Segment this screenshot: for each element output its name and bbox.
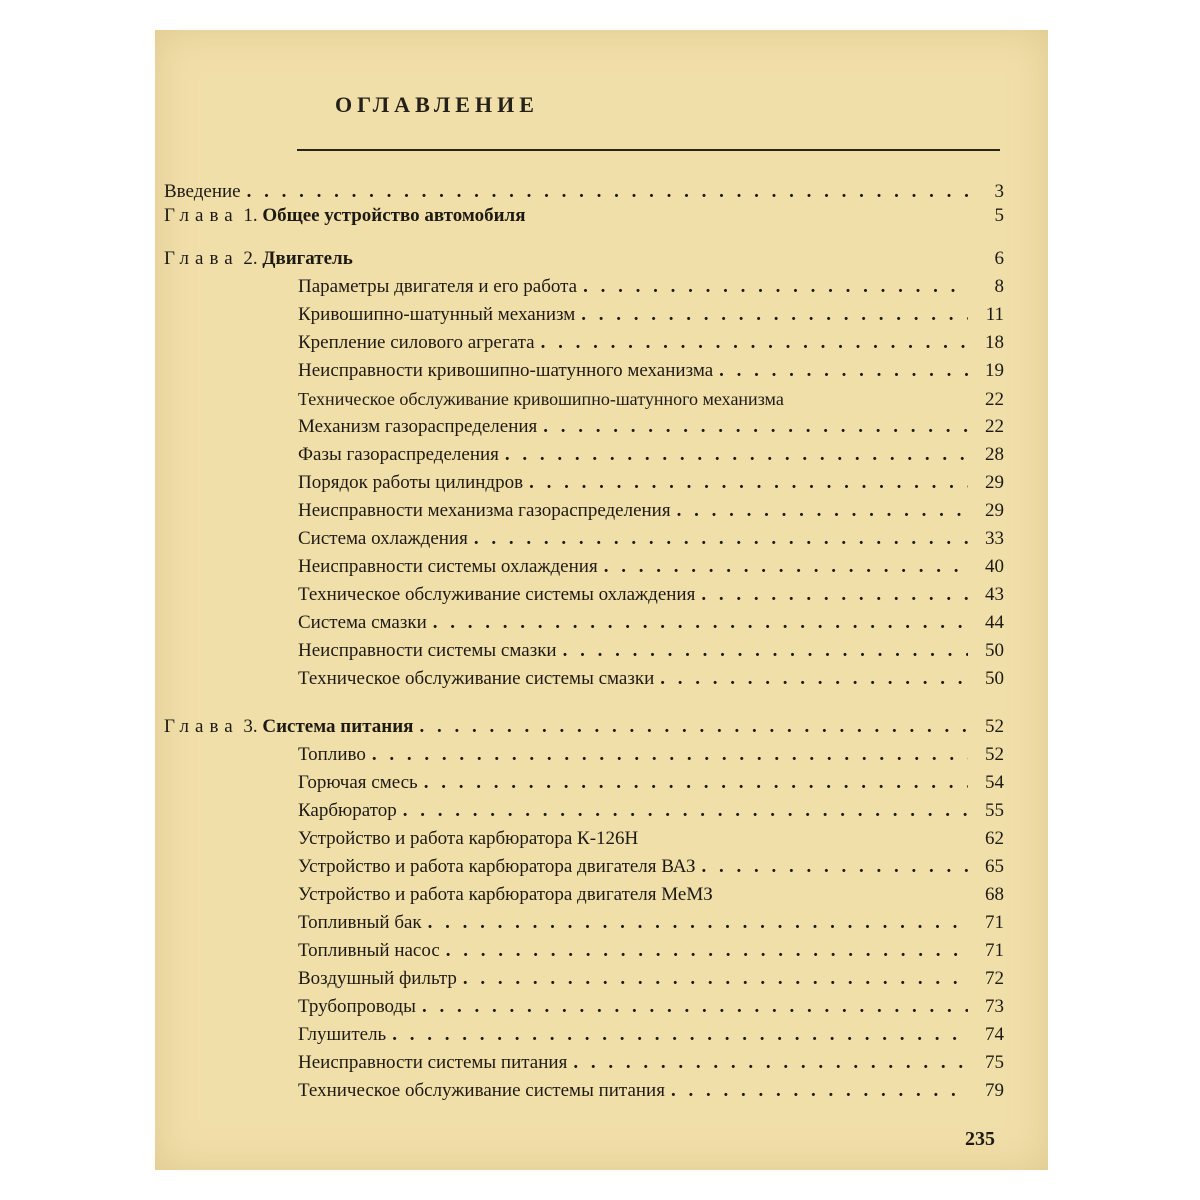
toc-section [298,357,1004,385]
section-label: Топливный бак [298,912,422,933]
chapter-page: 52 [985,716,1004,737]
dot-leader [702,853,968,881]
section-label: Неисправности системы питания [298,1052,568,1073]
section-label: Неисправности кривошипно-шатунного механизма [298,360,714,381]
page-number: 235 [965,1128,995,1150]
section-label: Параметры двигателя и его работа [298,276,578,297]
section-label: Неисправности системы охлаждения [298,556,598,577]
section-page: 40 [985,556,1004,577]
dot-leader [701,581,968,609]
section-page: 18 [985,332,1004,353]
section-label: Трубопроводы [298,996,416,1017]
dot-leader [581,301,968,329]
section-label: Механизм газораспределения [298,416,538,437]
section-label: Глушитель [298,1024,387,1045]
dot-leader [428,909,968,937]
section-page: 33 [985,528,1004,549]
section-label: Кривошипно-шатунный механизм [298,304,576,325]
toc-section [298,1021,1004,1049]
section-label: Воздушный фильтр [298,968,457,989]
chapter-title: Система питания [262,716,414,737]
dot-leader [372,741,968,769]
chapter-title: Двигатель [262,248,353,269]
section-page: 43 [985,584,1004,605]
section-label: Устройство и работа карбюратора К-126Н [298,828,639,849]
toc-section [298,1077,1004,1105]
dot-leader [660,665,968,693]
chapter-prefix: Глава [164,248,239,269]
section-label: Крепление силового агрегата [298,332,535,353]
chapter-title: Общее устройство автомобиля [262,205,526,226]
section-page: 50 [985,668,1004,689]
dot-leader [543,413,968,441]
toc-section [298,993,1004,1021]
toc-section [298,853,1004,881]
toc-section [298,637,1004,665]
section-page: 72 [985,968,1004,989]
toc-section [298,441,1004,469]
section-label: Техническое обслуживание системы смазки [298,668,655,689]
section-label: Порядок работы цилиндров [298,472,524,493]
dot-leader [563,637,968,665]
section-label: Неисправности системы смазки [298,640,557,661]
toc-section [298,329,1004,357]
toc-section [298,497,1004,525]
toc-section [298,769,1004,797]
section-page: 11 [985,304,1004,325]
chapter-number: 2. [243,248,258,269]
toc-section [298,665,1004,693]
section-page: 73 [985,996,1004,1017]
dot-leader [422,993,968,1021]
section-label: Горючая смесь [298,772,418,793]
toc-section [298,609,1004,637]
section-page: 52 [985,744,1004,765]
toc-section [298,301,1004,329]
toc-section [298,825,1004,853]
toc-section [298,413,1004,441]
dot-leader [573,1049,968,1077]
dot-leader [424,769,968,797]
section-label: Устройство и работа карбюратора двигателя ВАЗ [298,856,696,877]
intro-label: Введение [164,181,241,202]
section-page: 55 [985,800,1004,821]
section-page: 22 [985,389,1004,410]
section-page: 71 [985,912,1004,933]
section-label: Техническое обслуживание системы питания [298,1080,665,1101]
section-page: 29 [985,472,1004,493]
dot-leader [505,441,968,469]
chapter-page: 5 [994,205,1004,226]
dot-leader [433,609,968,637]
section-label: Техническое обслуживание кривошипно-шатунного механизма [298,389,784,409]
toc-chapter-3 [164,713,1004,741]
dot-leader [392,1021,968,1049]
section-page: 19 [985,360,1004,381]
section-label: Техническое обслуживание системы охлаждения [298,584,696,605]
dot-leader [677,497,968,525]
dot-leader [671,1077,968,1105]
dot-leader [719,357,968,385]
dot-leader [403,797,968,825]
dot-leader [474,525,968,553]
toc-section [298,797,1004,825]
toc-section [298,741,1004,769]
section-page: 28 [985,444,1004,465]
section-page: 54 [985,772,1004,793]
section-page: 29 [985,500,1004,521]
section-page: 44 [985,612,1004,633]
section-page: 22 [985,416,1004,437]
section-page: 8 [994,276,1004,297]
chapter-page: 6 [994,248,1004,269]
dot-leader [541,329,968,357]
chapter-prefix: Глава [164,716,239,737]
section-label: Топливо [298,744,366,765]
section-page: 74 [985,1024,1004,1045]
section-page: 79 [985,1080,1004,1101]
section-label: Фазы газораспределения [298,444,499,465]
dot-leader [604,553,968,581]
section-label: Топливный насос [298,940,440,961]
toc-section [298,909,1004,937]
toc-section [298,273,1004,301]
section-page: 75 [985,1052,1004,1073]
section-label: Система охлаждения [298,528,468,549]
toc-heading: ОГЛАВЛЕНИЕ [335,92,539,117]
toc-section [298,581,1004,609]
dot-leader [446,937,968,965]
section-page: 65 [985,856,1004,877]
section-page: 68 [985,884,1004,905]
dot-leader [419,713,968,741]
intro-page: 3 [994,181,1004,202]
section-page: 62 [985,828,1004,849]
section-label: Система смазки [298,612,427,633]
toc-section [298,553,1004,581]
toc-section [298,1049,1004,1077]
heading-rule [297,149,1000,151]
toc-section [298,937,1004,965]
toc-section [298,385,1004,413]
toc-section [298,469,1004,497]
chapter-prefix: Глава [164,205,239,226]
section-label: Неисправности механизма газораспределения [298,500,671,521]
section-page: 71 [985,940,1004,961]
toc-section [298,881,1004,909]
dot-leader [463,965,968,993]
dot-leader [583,273,968,301]
section-label: Устройство и работа карбюратора двигателя МеМЗ [298,884,713,905]
chapter-number: 1. [243,205,258,226]
section-label: Карбюратор [298,800,397,821]
toc-chapter-1 [164,202,1004,230]
toc-chapter-2 [164,245,1004,273]
toc-section [298,965,1004,993]
section-page: 50 [985,640,1004,661]
toc-section [298,525,1004,553]
dot-leader [529,469,968,497]
chapter-number: 3. [243,716,258,737]
